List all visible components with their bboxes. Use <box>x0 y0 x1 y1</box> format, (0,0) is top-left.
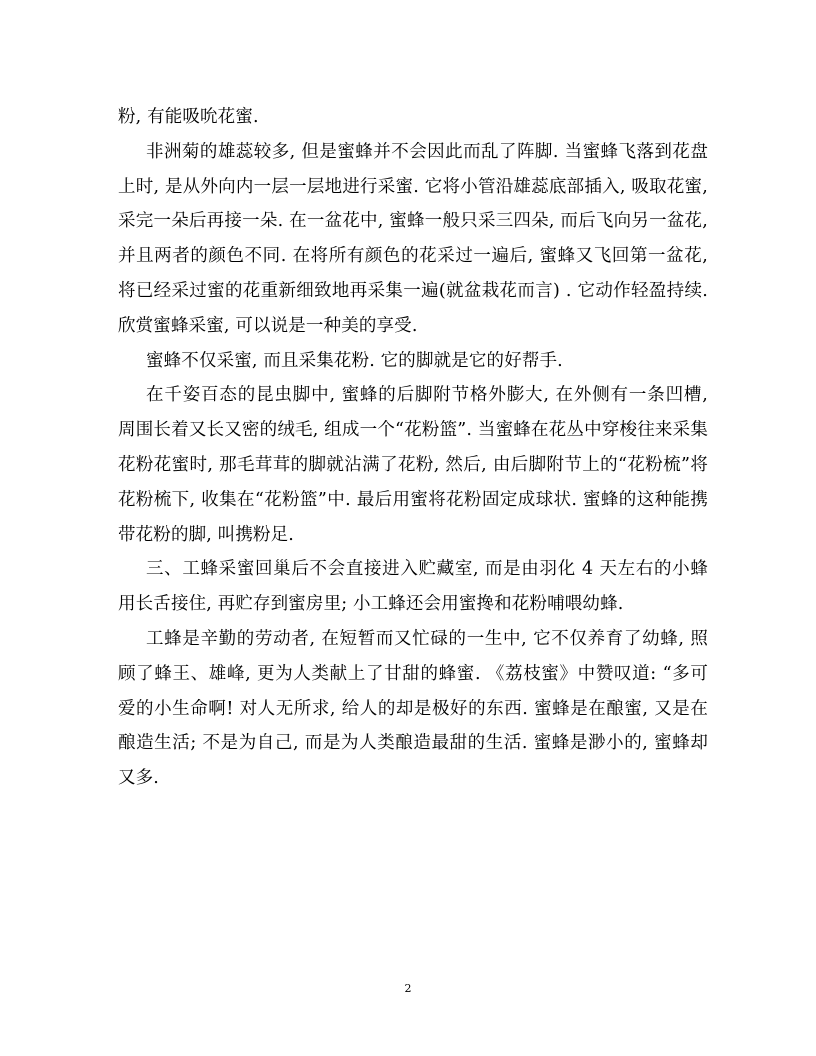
body-text <box>118 100 708 796</box>
paragraph-pollen-basket: 在千姿百态的昆虫脚中, 蜜蜂的后脚附节格外膨大, 在外侧有一条凹槽, 周围长着又长又密的绒毛, 组成一个“花粉篮”. 当蜜蜂在花丛中穿梭往来采集花粉花蜜时, 那毛茸茸的脚就沾满了花粉, 然后, 由后脚附节上的“花粉梳”将花粉梳下, 收集在“花粉篮”中. 最后用蜜将花粉固定成球状. 蜜蜂的这种能携带花粉的脚, 叫携粉足. <box>118 385 708 545</box>
paragraph-gerbera-nectar: 非洲菊的雄蕊较多, 但是蜜蜂并不会因此而乱了阵脚. 当蜜蜂飞落到花盘上时, 是从外向内一层一层地进行采蜜. 它将小管沿雄蕊底部插入, 吸取花蜜, 采完一朵后再接一朵. 在一盆花中, 蜜蜂一般只采三四朵, 而后飞向另一盆花, 并且两者的颜色不同. 在将所有颜色的花采过一遍后, 蜜蜂又飞回第一盆花, 将已经采过蜜的花重新细致地再采集一遍(就盆栽花而言) . 它动作轻盈持续. 欣赏蜜蜂采蜜, 可以说是一种美的享受. <box>118 141 708 336</box>
page-number: 2 <box>404 982 412 995</box>
paragraph-pollen-intro: 蜜蜂不仅采蜜, 而且采集花粉. 它的脚就是它的好帮手. <box>146 350 563 371</box>
paragraph-worker-storage: 三、工蜂采蜜回巢后不会直接进入贮藏室, 而是由羽化 4 天左右的小蜂用长舌接住, 再贮存到蜜房里; 小工蜂还会用蜜搀和花粉哺喂幼蜂. <box>118 559 708 615</box>
paragraph-worker-praise: 工蜂是辛勤的劳动者, 在短暂而又忙碌的一生中, 它不仅养育了幼蜂, 照顾了蜂王、雄峰, 更为人类献上了甘甜的蜂蜜. 《荔枝蜜》中赞叹道: “多可爱的小生命啊! 对人无所求, 给人的却是极好的东西. 蜜蜂是在酿蜜, 又是在酿造生活; 不是为自己, 而是为人类酿造最甜的生活. 蜜蜂是渺小的, 蜜蜂却又多. <box>118 628 708 789</box>
paragraph-continuation: 粉, 有能吸吮花蜜. <box>118 107 259 127</box>
